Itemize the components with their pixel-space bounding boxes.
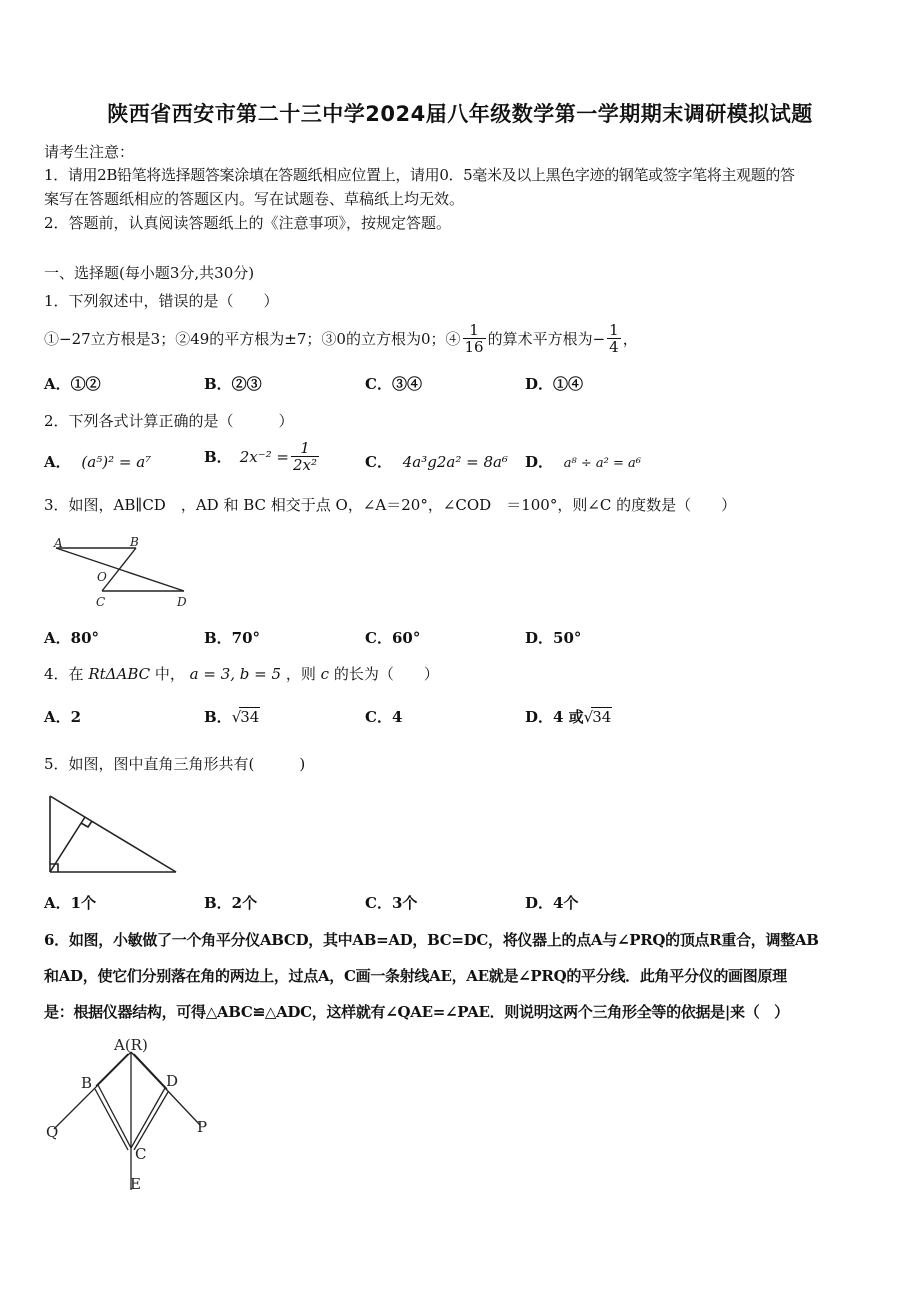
q6-label-a-r: A(R)	[114, 1036, 148, 1054]
notice-heading: 请考生注意：	[44, 143, 135, 161]
question-3-stem: 3．如图，AB∥CD ，AD 和 BC 相交于点 O，∠A＝20°，∠COD ＝100°，则∠C 的度数是（ ）	[44, 496, 737, 514]
q2-b-fraction: $\frac{1}{\text{2x²}}$	[292, 439, 317, 474]
q2-option-c[interactable]: C． 4a³g2a² = 8a⁶	[365, 453, 508, 471]
q5-hypotenuse	[50, 796, 176, 872]
q4-condition: a = 3, b = 5	[189, 665, 282, 683]
question-4-stem: 4．在 RtΔABC 中， a = 3, b = 5 ，则 c 的长为（ ）	[44, 665, 439, 683]
q3-option-d[interactable]: D．50°	[525, 629, 582, 647]
q6-rod-bc-edge	[95, 1089, 128, 1150]
q3-label-d: D	[177, 595, 187, 609]
q6-rod-dc	[131, 1088, 165, 1148]
q4-option-b[interactable]: B．√34	[204, 708, 260, 726]
q4-option-a[interactable]: A．2	[44, 708, 82, 726]
notice-line-1a: 1．请用2B铅笔将选择题答案涂填在答题纸相应位置上，请用0．5毫米及以上黑色字迹的钢笔或签字笔将主观题的答	[44, 166, 795, 184]
q6-ray-aq	[54, 1052, 131, 1129]
q2-option-d[interactable]: D． a⁸ ÷ a² = a⁶	[525, 453, 641, 471]
question-6-line-3: 是：根据仪器结构，可得△ABC≌△ADC，这样就有∠QAE=∠PAE．则说明这两个三角形全等的依据是|来（ ）	[44, 1003, 789, 1021]
section-heading: 一、选择题(每小题3分,共30分)	[44, 264, 255, 282]
q5-option-b[interactable]: B．2个	[204, 894, 258, 912]
q2-option-a[interactable]: A． (a⁵)² = a⁷	[44, 453, 152, 471]
q1-option-d[interactable]: D．①④	[525, 375, 584, 393]
q4-triangle: RtΔABC	[88, 665, 151, 683]
q4-option-c[interactable]: C．4	[365, 708, 403, 726]
q3-label-a: A	[54, 536, 63, 550]
q3-figure	[44, 535, 204, 615]
q6-rod-ad-edge	[134, 1054, 167, 1089]
q1-fraction-1-16: $\frac{1}{16}$	[464, 321, 484, 356]
q3-option-c[interactable]: C．60°	[365, 629, 421, 647]
q1-text-part1: ①−27立方根是3；②49的平方根为±7；③0的立方根为0；④	[44, 330, 461, 348]
question-1-stem: 1．下列叙述中，错误的是（ ）	[44, 292, 279, 310]
question-5-stem: 5．如图，图中直角三角形共有( )	[44, 755, 306, 773]
q6-rod-ab-edge	[96, 1054, 128, 1086]
q6-label-d: D	[166, 1072, 179, 1090]
q1-option-a[interactable]: A．①②	[44, 375, 101, 393]
q6-label-q: Q	[46, 1123, 59, 1141]
q3-label-b: B	[130, 535, 139, 549]
question-6-line-1: 6．如图，小敏做了一个角平分仪ABCD，其中AB=AD，BC=DC，将仪器上的点A与∠PRQ的顶点R重合，调整AB	[44, 931, 819, 949]
q6-label-p: P	[197, 1118, 208, 1136]
q4-option-d[interactable]: D．4 或√34	[525, 708, 612, 726]
q3-option-a[interactable]: A．80°	[44, 629, 100, 647]
q5-option-c[interactable]: C．3个	[365, 894, 418, 912]
q6-label-e: E	[130, 1175, 141, 1193]
q6-rod-bc	[98, 1085, 131, 1148]
page-title: 陕西省西安市第二十三中学2024届八年级数学第一学期期末调研模拟试题	[107, 102, 813, 126]
q3-label-o: O	[97, 570, 107, 584]
q6-label-c: C	[135, 1145, 147, 1163]
q3-segment-ad	[56, 548, 184, 591]
notice-line-2: 2．答题前，认真阅读答题纸上的《注意事项》，按规定答题。	[44, 214, 452, 232]
q3-label-c: C	[96, 595, 106, 609]
q3-segment-bc	[102, 548, 136, 591]
q3-option-b[interactable]: B．70°	[204, 629, 261, 647]
q6-rod-dc-edge	[134, 1092, 168, 1150]
q6-figure	[40, 1030, 220, 1195]
q1-option-b[interactable]: B．②③	[204, 375, 262, 393]
q5-option-a[interactable]: A．1个	[44, 894, 97, 912]
q5-option-d[interactable]: D．4个	[525, 894, 579, 912]
q2-option-b[interactable]: B． 2x⁻² = $\frac{1}{\text{2x²}}$	[204, 439, 317, 474]
notice-line-1b: 案写在答题纸相应的答题区内。写在试题卷、草稿纸上均无效。	[44, 190, 465, 208]
q6-label-b: B	[81, 1074, 93, 1092]
question-1-statement	[44, 322, 638, 355]
question-2-stem: 2．下列各式计算正确的是（ ）	[44, 412, 294, 430]
question-6-line-2: 和AD，使它们分别落在角的两边上，过点A，C画一条射线AE，AE就是∠PRQ的平分线．此角平分仪的画图原理	[44, 967, 787, 985]
q5-figure	[44, 792, 184, 877]
q1-text-part2: 的算术平方根为−	[487, 330, 606, 348]
q1-fraction-1-4: $\frac{1}{4}$	[609, 321, 619, 356]
q1-option-c[interactable]: C．③④	[365, 375, 422, 393]
q1-text-part3: ，	[622, 330, 638, 348]
